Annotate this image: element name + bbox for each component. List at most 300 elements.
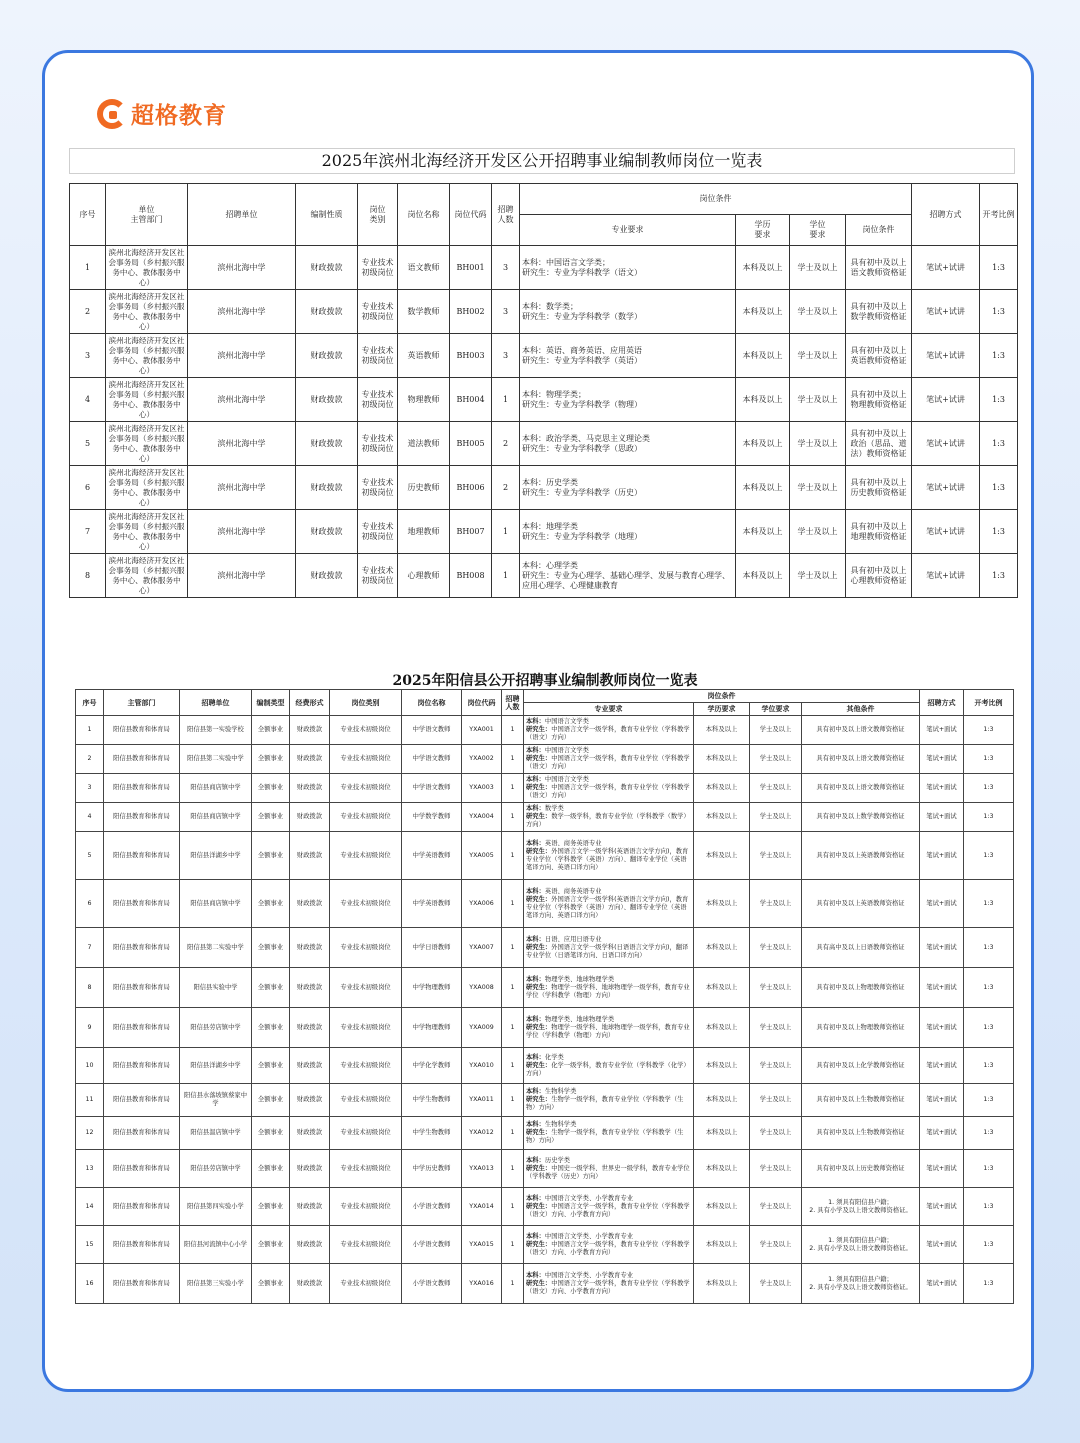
seq-cell: 4 [70,378,106,422]
seq-cell: 5 [76,832,104,880]
edu-cell: 本科及以上 [736,422,790,466]
table-row [76,774,1014,803]
count-cell: 1 [502,1188,524,1226]
dept-cell: 滨州北海经济开发区社会事务局（乡村振兴服务中心、教体服务中心） [106,290,188,334]
code-cell: YXA005 [462,832,502,880]
type-cell: 全额事业 [252,803,290,832]
post-cell: 中学物理教师 [402,968,462,1008]
dept-cell: 阳信县教育和体育局 [104,1008,180,1048]
major-undergrad-label: 本科： [526,1015,545,1023]
post-cell: 数学教师 [398,290,450,334]
major-cell [524,803,694,832]
major-cell [520,466,736,510]
category-cell: 专业技术初级岗位 [330,1188,402,1226]
degree-cell: 学士及以上 [790,246,846,290]
fund-cell: 财政拨款 [290,1226,330,1264]
seq-cell: 5 [70,422,106,466]
major-graduate-label: 研究生： [526,983,552,991]
seq-cell: 1 [70,246,106,290]
major-undergrad-label: 本科： [526,887,545,895]
dept-cell: 阳信县教育和体育局 [104,716,180,745]
method-cell: 笔试+面试 [920,1084,964,1117]
major-cell [524,832,694,880]
fund-cell: 财政拨款 [290,928,330,968]
code-cell: YXA002 [462,745,502,774]
major-graduate: 研究生：专业为学科教学（英语） [522,355,642,365]
type-cell: 全额事业 [252,1188,290,1226]
degree-cell: 学士及以上 [750,832,802,880]
dept-cell: 滨州北海经济开发区社会事务局（乡村振兴服务中心、教体服务中心） [106,554,188,598]
logo-mark-icon [97,99,127,129]
unit-cell: 滨州北海中学 [188,290,296,334]
seq-cell: 7 [70,510,106,554]
edu-cell: 本科及以上 [694,1084,750,1117]
major-graduate: 中国语言文学一级学科，教育专业学位（学科教学（语文）方向、小学教育方向） [526,1202,690,1218]
t2-header-conditions: 岗位条件 [524,690,920,703]
table-row [76,968,1014,1008]
code-cell: YXA006 [462,880,502,928]
method-cell: 笔试+面试 [920,968,964,1008]
t2-header-other: 其他条件 [802,703,920,716]
table-row [76,716,1014,745]
major-undergrad: 中国语言文学类、小学教育专业 [544,1271,634,1279]
type-cell: 全额事业 [252,1048,290,1084]
code-cell: BH004 [450,378,492,422]
post-cell: 语文教师 [398,246,450,290]
category-cell: 专业技术初级岗位 [330,1264,402,1304]
code-cell: YXA001 [462,716,502,745]
code-cell: YXA004 [462,803,502,832]
degree-cell: 学士及以上 [750,880,802,928]
seq-cell: 15 [76,1226,104,1264]
category-cell: 专业技术初级岗位 [330,774,402,803]
degree-cell: 学士及以上 [750,1264,802,1304]
dept-cell: 阳信县教育和体育局 [104,1264,180,1304]
ratio-cell: 1:3 [980,378,1018,422]
seq-cell: 4 [76,803,104,832]
count-cell: 2 [492,466,520,510]
major-undergrad: 本科：心理学类 [522,560,578,570]
major-undergrad-label: 本科： [526,1194,545,1202]
post-cell: 中学英语教师 [402,832,462,880]
major-undergrad: 本科：中国语言文学类； [522,257,610,267]
major-graduate-label: 研究生： [526,755,552,762]
method-cell: 笔试+试讲 [912,290,980,334]
method-cell: 笔试+面试 [920,745,964,774]
degree-cell: 学士及以上 [790,554,846,598]
major-undergrad-label: 本科： [526,747,545,754]
dept-cell: 阳信县教育和体育局 [104,968,180,1008]
type-cell: 全额事业 [252,1264,290,1304]
degree-cell: 学士及以上 [750,774,802,803]
category-cell: 专业技术初级岗位 [358,378,398,422]
category-cell: 专业技术初级岗位 [330,1226,402,1264]
count-cell: 1 [502,774,524,803]
ratio-cell: 1:3 [980,334,1018,378]
method-cell: 笔试+试讲 [912,378,980,422]
table-row [76,1117,1014,1150]
unit-cell: 阳信县第三实验小学 [180,1264,252,1304]
t2-header-fund: 经费形式 [290,690,330,716]
major-undergrad-label: 本科： [526,805,545,812]
post-cell: 中学英语教师 [402,880,462,928]
t1-header-method: 招聘方式 [912,184,980,246]
cond-cell: 具有初中及以上政治（思品、道法）教师资格证 [846,422,912,466]
table-row [76,1188,1014,1226]
table-row [76,880,1014,928]
fund-cell: 财政拨款 [290,880,330,928]
major-graduate: 中国语言文学一级学科，教育专业学位（学科教学（语文）方向） [526,784,690,799]
t2-header-method: 招聘方式 [920,690,964,716]
t2-header-ratio: 开考比例 [964,690,1014,716]
major-undergrad: 本科：地理学类 [522,521,578,531]
major-cell [520,246,736,290]
unit-cell: 阳信县劳店镇中学 [180,1150,252,1188]
edu-cell: 本科及以上 [694,1150,750,1188]
cond-cell: 具有初中及以上心理教师资格证 [846,554,912,598]
degree-cell: 学士及以上 [790,466,846,510]
dept-cell: 滨州北海经济开发区社会事务局（乡村振兴服务中心、教体服务中心） [106,422,188,466]
other-cell: 具有初中及以上生物教师资格证 [802,1084,920,1117]
major-undergrad: 生物科学类 [544,1121,577,1128]
category-cell: 专业技术初级岗位 [330,1150,402,1188]
count-cell: 1 [502,832,524,880]
major-cell [524,1048,694,1084]
major-graduate: 中国语言文学一级学科，教育专业学位（学科教学（语文）方向） [526,726,690,741]
method-cell: 笔试+面试 [920,1226,964,1264]
major-undergrad: 本科：政治学类、马克思主义理论类 [522,433,650,443]
method-cell: 笔试+面试 [920,803,964,832]
dept-cell: 阳信县教育和体育局 [104,1150,180,1188]
method-cell: 笔试+试讲 [912,334,980,378]
major-graduate-label: 研究生： [526,1240,552,1248]
fund-cell: 财政拨款 [290,1084,330,1117]
unit-cell: 阳信县商店镇中学 [180,803,252,832]
major-undergrad: 本科：数学类； [522,301,578,311]
degree-cell: 学士及以上 [750,1188,802,1226]
method-cell: 笔试+面试 [920,1117,964,1150]
t2-header-category: 岗位类别 [330,690,402,716]
major-cell [520,290,736,334]
unit-cell: 阳信县温店镇中学 [180,1117,252,1150]
seq-cell: 3 [70,334,106,378]
count-cell: 1 [502,1117,524,1150]
t2-header-count: 招聘人数 [502,690,524,716]
major-graduate-label: 研究生： [526,1129,552,1136]
category-cell: 专业技术初级岗位 [358,334,398,378]
category-cell: 专业技术初级岗位 [358,554,398,598]
unit-cell: 滨州北海中学 [188,554,296,598]
table-row [76,832,1014,880]
unit-cell: 阳信县劳店镇中学 [180,1008,252,1048]
ratio-cell: 1:3 [980,554,1018,598]
other-cell: 具有初中及以上生物教师资格证 [802,1117,920,1150]
fund-cell: 财政拨款 [290,716,330,745]
count-cell: 1 [502,968,524,1008]
major-cell [520,378,736,422]
post-cell: 心理教师 [398,554,450,598]
other-cell: 具有初中及以上语文教师资格证 [802,716,920,745]
major-undergrad: 本科：英语、商务英语、应用英语 [522,345,642,355]
nature-cell: 财政拨款 [296,422,358,466]
table-row [76,1150,1014,1188]
unit-cell: 阳信县第四实验小学 [180,1188,252,1226]
unit-cell: 阳信县河流镇中心小学 [180,1226,252,1264]
t2-header-seq: 序号 [76,690,104,716]
major-graduate-label: 研究生： [526,943,552,951]
t1-header-dept: 单位 主管部门 [106,184,188,246]
major-graduate: 数学一级学科，教育专业学位（学科教学（数学）方向） [526,813,690,828]
method-cell: 笔试+面试 [920,880,964,928]
t1-header-ratio: 开考比例 [980,184,1018,246]
dept-cell: 滨州北海经济开发区社会事务局（乡村振兴服务中心、教体服务中心） [106,378,188,422]
major-undergrad-label: 本科： [526,839,545,847]
category-cell: 专业技术初级岗位 [330,928,402,968]
ratio-cell: 1:3 [964,1150,1014,1188]
t2-header-degree: 学位要求 [750,703,802,716]
seq-cell: 1 [76,716,104,745]
count-cell: 3 [492,246,520,290]
major-undergrad-label: 本科： [526,1053,545,1061]
count-cell: 1 [502,928,524,968]
page-card [42,50,1034,1392]
edu-cell: 本科及以上 [694,928,750,968]
fund-cell: 财政拨款 [290,774,330,803]
major-graduate: 研究生：专业为学科教学（地理） [522,531,642,541]
seq-cell: 14 [76,1188,104,1226]
category-cell: 专业技术初级岗位 [358,466,398,510]
cond-cell: 具有初中及以上地理教师资格证 [846,510,912,554]
post-cell: 中学历史教师 [402,1150,462,1188]
unit-cell: 阳信县洋湖乡中学 [180,1048,252,1084]
fund-cell: 财政拨款 [290,1188,330,1226]
unit-cell: 阳信县商店镇中学 [180,774,252,803]
seq-cell: 8 [76,968,104,1008]
type-cell: 全额事业 [252,1008,290,1048]
major-graduate: 研究生：专业为学科教学（历史） [522,487,642,497]
category-cell: 专业技术初级岗位 [358,422,398,466]
category-cell: 专业技术初级岗位 [358,290,398,334]
code-cell: BH001 [450,246,492,290]
major-cell [524,880,694,928]
unit-cell: 阳信县实验中学 [180,968,252,1008]
table-row [70,422,1018,466]
method-cell: 笔试+面试 [920,1188,964,1226]
seq-cell: 12 [76,1117,104,1150]
major-graduate: 生物学一级学科，教育专业学位（学科教学（生物）方向） [526,1129,684,1144]
major-graduate-label: 研究生： [526,1023,552,1031]
ratio-cell: 1:3 [964,745,1014,774]
major-undergrad-label: 本科： [526,718,545,725]
category-cell: 专业技术初级岗位 [330,803,402,832]
major-cell [520,554,736,598]
ratio-cell: 1:3 [964,1008,1014,1048]
major-graduate-label: 研究生： [526,813,552,820]
major-graduate: 外国语言文学一级学科(英语语言文学方向)，教育专业学位（学科教学（英语）方向）、翻译专业学位（英语笔译方向、英语口译方向） [526,895,689,919]
major-graduate-label: 研究生： [526,847,552,855]
other-cell: 具有初中及以上数学教师资格证 [802,803,920,832]
method-cell: 笔试+面试 [920,1264,964,1304]
unit-cell: 阳信县第二实验中学 [180,928,252,968]
ratio-cell: 1:3 [964,1188,1014,1226]
fund-cell: 财政拨款 [290,1048,330,1084]
count-cell: 1 [502,1048,524,1084]
table-row [76,1008,1014,1048]
post-cell: 中学语文教师 [402,774,462,803]
major-undergrad: 英语、商务英语专业 [544,839,602,847]
dept-cell: 阳信县教育和体育局 [104,1188,180,1226]
degree-cell: 学士及以上 [750,1008,802,1048]
major-graduate-label: 研究生： [526,1096,552,1103]
other-cell: 具有初中及以上物理教师资格证 [802,1008,920,1048]
other-cell: 具有初中及以上英语教师资格证 [802,880,920,928]
major-undergrad-label: 本科： [526,935,545,943]
post-cell: 中学日语教师 [402,928,462,968]
ratio-cell: 1:3 [964,928,1014,968]
major-cell [524,1008,694,1048]
ratio-cell: 1:3 [980,466,1018,510]
code-cell: YXA007 [462,928,502,968]
unit-cell: 滨州北海中学 [188,422,296,466]
code-cell: BH007 [450,510,492,554]
major-undergrad-label: 本科： [526,1271,545,1279]
code-cell: YXA015 [462,1226,502,1264]
t1-header-nature: 编制性质 [296,184,358,246]
post-cell: 中学物理教师 [402,1008,462,1048]
unit-cell: 阳信县第二实验中学 [180,745,252,774]
type-cell: 全额事业 [252,1084,290,1117]
type-cell: 全额事业 [252,774,290,803]
fund-cell: 财政拨款 [290,1264,330,1304]
post-cell: 中学语文教师 [402,745,462,774]
edu-cell: 本科及以上 [694,832,750,880]
unit-cell: 滨州北海中学 [188,466,296,510]
t1-header-degree: 学位 要求 [790,215,846,246]
t1-header-post-name: 岗位名称 [398,184,450,246]
seq-cell: 7 [76,928,104,968]
cond-cell: 具有初中及以上历史教师资格证 [846,466,912,510]
count-cell: 1 [502,880,524,928]
dept-cell: 阳信县教育和体育局 [104,745,180,774]
edu-cell: 本科及以上 [694,774,750,803]
table2-title: 2025年阳信县公开招聘事业编制教师岗位一览表 [392,673,698,689]
seq-cell: 8 [70,554,106,598]
fund-cell: 财政拨款 [290,832,330,880]
edu-cell: 本科及以上 [694,716,750,745]
method-cell: 笔试+面试 [920,1048,964,1084]
method-cell: 笔试+面试 [920,928,964,968]
method-cell: 笔试+面试 [920,716,964,745]
major-graduate-label: 研究生： [526,1061,552,1069]
table1-title: 2025年滨州北海经济开发区公开招聘事业编制教师岗位一览表 [69,148,1015,174]
post-cell: 地理教师 [398,510,450,554]
major-undergrad: 化学类 [544,1053,564,1061]
seq-cell: 6 [70,466,106,510]
method-cell: 笔试+面试 [920,832,964,880]
seq-cell: 2 [70,290,106,334]
degree-cell: 学士及以上 [750,716,802,745]
seq-cell: 13 [76,1150,104,1188]
ratio-cell: 1:3 [980,510,1018,554]
count-cell: 1 [502,745,524,774]
degree-cell: 学士及以上 [750,1226,802,1264]
t2-header-post-code: 岗位代码 [462,690,502,716]
dept-cell: 阳信县教育和体育局 [104,1117,180,1150]
edu-cell: 本科及以上 [694,880,750,928]
fund-cell: 财政拨款 [290,803,330,832]
major-graduate: 中国语言文学一级学科，教育专业学位（学科教学（语文）方向、小学教育方向） [526,1240,690,1256]
table-row [70,466,1018,510]
major-cell [524,1264,694,1304]
major-cell [524,774,694,803]
ratio-cell: 1:3 [980,422,1018,466]
table1 [69,183,1018,598]
code-cell: YXA010 [462,1048,502,1084]
count-cell: 3 [492,290,520,334]
major-graduate: 研究生：专业为学科教学（语文） [522,267,642,277]
edu-cell: 本科及以上 [736,510,790,554]
count-cell: 1 [492,554,520,598]
other-cell: 具有初中及以上语文教师资格证 [802,745,920,774]
major-cell [524,1188,694,1226]
degree-cell: 学士及以上 [790,510,846,554]
ratio-cell: 1:3 [964,968,1014,1008]
major-undergrad-label: 本科： [526,1232,545,1240]
other-cell: 具有初中及以上化学教师资格证 [802,1048,920,1084]
code-cell: YXA011 [462,1084,502,1117]
unit-cell: 滨州北海中学 [188,378,296,422]
t1-header-major: 专业要求 [520,215,736,246]
edu-cell: 本科及以上 [694,1048,750,1084]
count-cell: 1 [502,803,524,832]
code-cell: YXA013 [462,1150,502,1188]
logo-text: 超格教育 [131,103,227,129]
ratio-cell: 1:3 [964,1264,1014,1304]
type-cell: 全额事业 [252,1226,290,1264]
edu-cell: 本科及以上 [694,1188,750,1226]
ratio-cell: 1:3 [964,880,1014,928]
t2-header-edu: 学历要求 [694,703,750,716]
major-cell [524,1117,694,1150]
major-cell [524,968,694,1008]
edu-cell: 本科及以上 [736,334,790,378]
logo [97,97,227,130]
major-graduate-label: 研究生： [526,726,552,733]
category-cell: 专业技术初级岗位 [330,716,402,745]
degree-cell: 学士及以上 [750,1048,802,1084]
degree-cell: 学士及以上 [750,968,802,1008]
t2-header-post-name: 岗位名称 [402,690,462,716]
t1-header-unit: 招聘单位 [188,184,296,246]
major-graduate: 研究生：专业为学科教学（物理） [522,399,642,409]
type-cell: 全额事业 [252,1150,290,1188]
table-row [70,378,1018,422]
count-cell: 1 [502,1264,524,1304]
ratio-cell: 1:3 [980,246,1018,290]
unit-cell: 阳信县水落坡镇蔡家中学 [180,1084,252,1117]
edu-cell: 本科及以上 [736,466,790,510]
table-row [76,803,1014,832]
table-row [70,334,1018,378]
major-graduate: 物理学一级学科、地球物理学一级学科，教育专业学位（学科教学（物理）方向） [526,1023,690,1039]
edu-cell: 本科及以上 [694,1264,750,1304]
seq-cell: 10 [76,1048,104,1084]
major-undergrad: 历史学类 [544,1156,571,1164]
major-undergrad-label: 本科： [526,1088,545,1095]
ratio-cell: 1:3 [964,1117,1014,1150]
major-undergrad: 中国语言文学类、小学教育专业 [544,1194,634,1202]
category-cell: 专业技术初级岗位 [358,246,398,290]
